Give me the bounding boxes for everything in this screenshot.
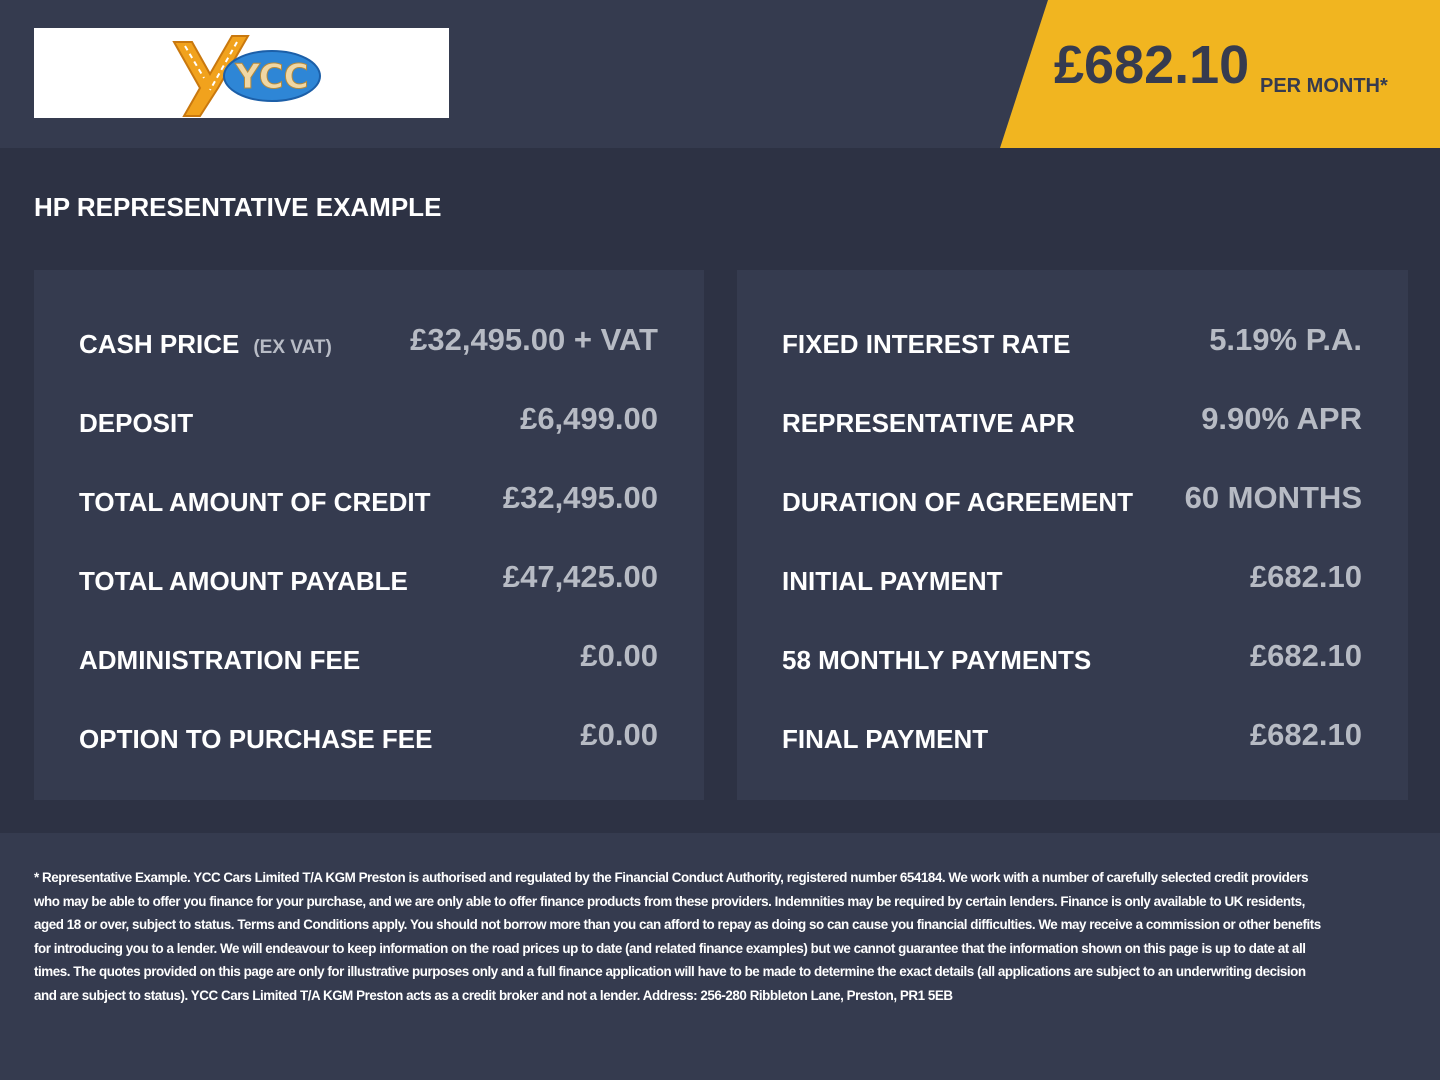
total-credit-label: TOTAL AMOUNT OF CREDIT <box>79 487 431 517</box>
row-option-fee <box>34 719 704 759</box>
logo-text: YCC <box>235 57 309 97</box>
monthly-payments-value: £682.10 <box>1249 638 1362 673</box>
row-monthly-payments <box>737 640 1408 680</box>
row-total-payable <box>34 561 704 601</box>
row-total-credit <box>34 482 704 522</box>
total-payable-label: TOTAL AMOUNT PAYABLE <box>79 566 408 596</box>
apr-value: 9.90% APR <box>1201 401 1362 436</box>
interest-rate-label: FIXED INTEREST RATE <box>782 329 1071 359</box>
row-label <box>79 324 332 368</box>
monthly-payments-label: 58 MONTHLY PAYMENTS <box>782 645 1092 675</box>
ycc-logo <box>34 28 449 118</box>
final-payment-value: £682.10 <box>1249 717 1362 752</box>
total-payable-value: £47,425.00 <box>502 559 658 594</box>
interest-rate-value: 5.19% P.A. <box>1209 322 1362 357</box>
row-duration <box>737 482 1408 522</box>
admin-fee-label: ADMINISTRATION FEE <box>79 645 361 675</box>
option-fee-value: £0.00 <box>580 717 658 752</box>
row-interest-rate <box>737 324 1408 364</box>
admin-fee-value: £0.00 <box>580 638 658 673</box>
row-deposit <box>34 403 704 443</box>
initial-payment-value: £682.10 <box>1249 559 1362 594</box>
duration-label: DURATION OF AGREEMENT <box>782 487 1133 517</box>
row-final-payment <box>737 719 1408 759</box>
monthly-price-amount: £682.10 <box>1054 35 1250 95</box>
option-fee-label: OPTION TO PURCHASE FEE <box>79 724 433 754</box>
final-payment-label: FINAL PAYMENT <box>782 724 989 754</box>
cash-price-label: CASH PRICE <box>79 329 240 359</box>
row-cash-price <box>34 324 704 364</box>
legal-disclaimer: * Representative Example. YCC Cars Limited T/A KGM Preston is authorised and regulated by the Financial Conduct Authority, registered number 654184. We work with a number of carefully selected credit providers who may be able to offer you finance for your purchase, and we are only able to offer finance products from these providers. Indemnities may be required by certain lenders. Finance is only available to UK residents, aged 18 or over, subject to status. Terms and Conditions apply. You should not borrow more than you can afford to repay as doing so can cause you financial difficulties. We may receive a commission or other benefits for introducing you to a lender. We will endeavour to keep information on the road prices up to date (and related finance examples) but we cannot guarantee that the information shown on this page is up to date at all times. The quotes provided on this page are only for illustrative purposes only and a full finance application will have to be made to determine the exact details (all applications are subject to an underwriting decision and are subject to status). YCC Cars Limited T/A KGM Preston acts as a credit broker and not a lender. Address: 256-280 Ribbleton Lane, Preston, PR1 5EB <box>34 870 1321 1003</box>
finance-details-left-panel <box>34 270 704 800</box>
row-apr <box>737 403 1408 443</box>
apr-label: REPRESENTATIVE APR <box>782 408 1075 438</box>
cash-price-value: £32,495.00 + VAT <box>410 322 658 357</box>
total-credit-value: £32,495.00 <box>502 480 658 515</box>
ycc-logo-graphic <box>34 28 449 118</box>
section-title: HP REPRESENTATIVE EXAMPLE <box>34 192 442 222</box>
finance-details-right-panel <box>737 270 1408 800</box>
row-initial-payment <box>737 561 1408 601</box>
ex-vat-label: (EX VAT) <box>253 337 332 358</box>
deposit-value: £6,499.00 <box>520 401 658 436</box>
duration-value: 60 MONTHS <box>1184 480 1362 515</box>
row-admin-fee <box>34 640 704 680</box>
monthly-price-period: PER MONTH* <box>1260 75 1388 97</box>
deposit-label: DEPOSIT <box>79 408 194 438</box>
initial-payment-label: INITIAL PAYMENT <box>782 566 1003 596</box>
